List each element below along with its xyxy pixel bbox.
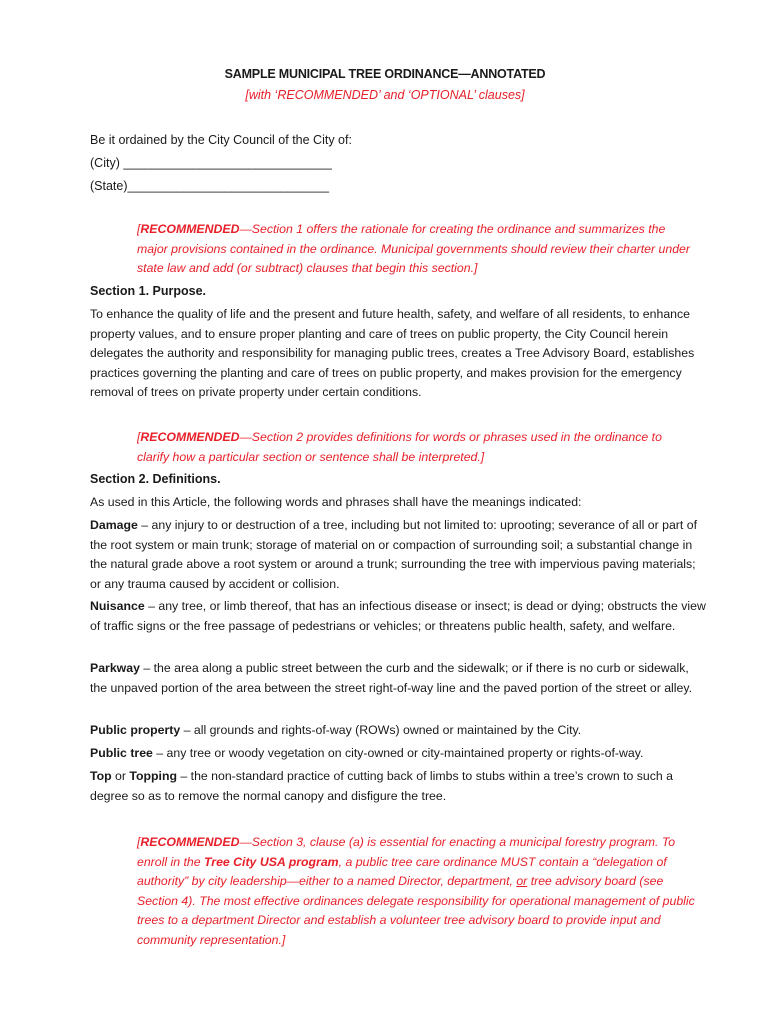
definition-public-tree: Public tree – any tree or woody vegetation on city-owned or city-maintained property or rights-of-way. [90,746,644,760]
section-2-intro: As used in this Article, the following words and phrases shall have the meanings indicated: [90,495,582,509]
definition-term: Nuisance [90,599,145,613]
section-1-heading: Section 1. Purpose. [90,284,207,298]
recommended-tag: RECOMMENDED [140,222,240,236]
definition-damage: Damage – any injury to or destruction of a tree, including but not limited to: uprooting; severance of all or part of the root system or main trunk; storage of material on or compaction of surrounding soil; a substantial change in the natural grade above a root system or around a trunk; surrounding the tree with impervious paving materials; or any trauma caused by accident or collision. [90,518,697,591]
definition-term: Topping [129,769,177,783]
definition-term: Public property [90,723,181,737]
section-2-heading: Section 2. Definitions. [90,472,221,486]
definition-term: Public tree [90,746,153,760]
ordain-block [90,129,710,198]
city-blank-field: (City) ______________________________ [90,156,332,170]
annotation-section-3: [RECOMMENDED—Section 3, clause (a) is essential for enacting a municipal forestry program. To enroll in the Tree City USA program, a public tree care ordinance MUST contain a “delegation of authority” by city leadership—either to a named Director, department, or tree advisory board (see Section 4). The most effective ordinances delegate responsibility for operational management of public trees to a department Director and establish a volunteer tree advisory board to provide input and community representation.] [137,835,695,947]
definition-term: Parkway [90,661,140,675]
recommended-tag: RECOMMENDED [140,430,240,444]
tree-city-usa-link: Tree City USA program [204,854,339,869]
definition-parkway: Parkway – the area along a public street between the curb and the sidewalk; or if there is no curb or sidewalk, the unpaved portion of the area between the street right-of-way line and the paved portion of the street or alley. [90,661,693,695]
definition-topping: Top or Topping – the non-standard practice of cutting back of limbs to stubs within a tree’s crown to such a degree so as to remove the normal canopy and disfigure the tree. [90,769,673,803]
definition-term: Damage [90,518,138,532]
annotation-section-1: [RECOMMENDED—Section 1 offers the rationale for creating the ordinance and summarizes the major provisions contained in the ordinance. Municipal governments should review their charter under state law and add (or subtract) clauses that begin this section.] [137,222,690,275]
section-1-body: To enhance the quality of life and the present and future health, safety, and welfare of all residents, to enhance property values, and to ensure proper planting and care of trees on public property, the City Council herein delegates the authority and responsibility for managing public trees, creates a Tree Advisory Board, establishes practices governing the planting and care of trees on public property, and makes provision for the emergency removal of trees on private property under certain conditions. [90,307,695,399]
definition-term: Top [90,769,112,783]
document-title: SAMPLE MUNICIPAL TREE ORDINANCE—ANNOTATED [224,67,546,81]
definition-nuisance: Nuisance – any tree, or limb thereof, that has an infectious disease or insect; is dead or dying; obstructs the view of traffic signs or the free passage of pedestrians or vehicles; or threatens public health, safety, and welfare. [90,599,706,633]
recommended-tag: RECOMMENDED [140,835,240,849]
document-subtitle: [with ‘RECOMMENDED’ and ‘OPTIONAL’ clauses] [245,88,525,102]
annotation-section-2: [RECOMMENDED—Section 2 provides definitions for words or phrases used in the ordinance to clarify how a particular section or sentence shall be interpreted.] [137,430,662,464]
definition-public-property: Public property – all grounds and rights-of-way (ROWs) owned or maintained by the City. [90,723,582,737]
state-blank-field: (State)_____________________________ [90,179,330,193]
ordain-line: Be it ordained by the City Council of the City of: [90,133,352,147]
